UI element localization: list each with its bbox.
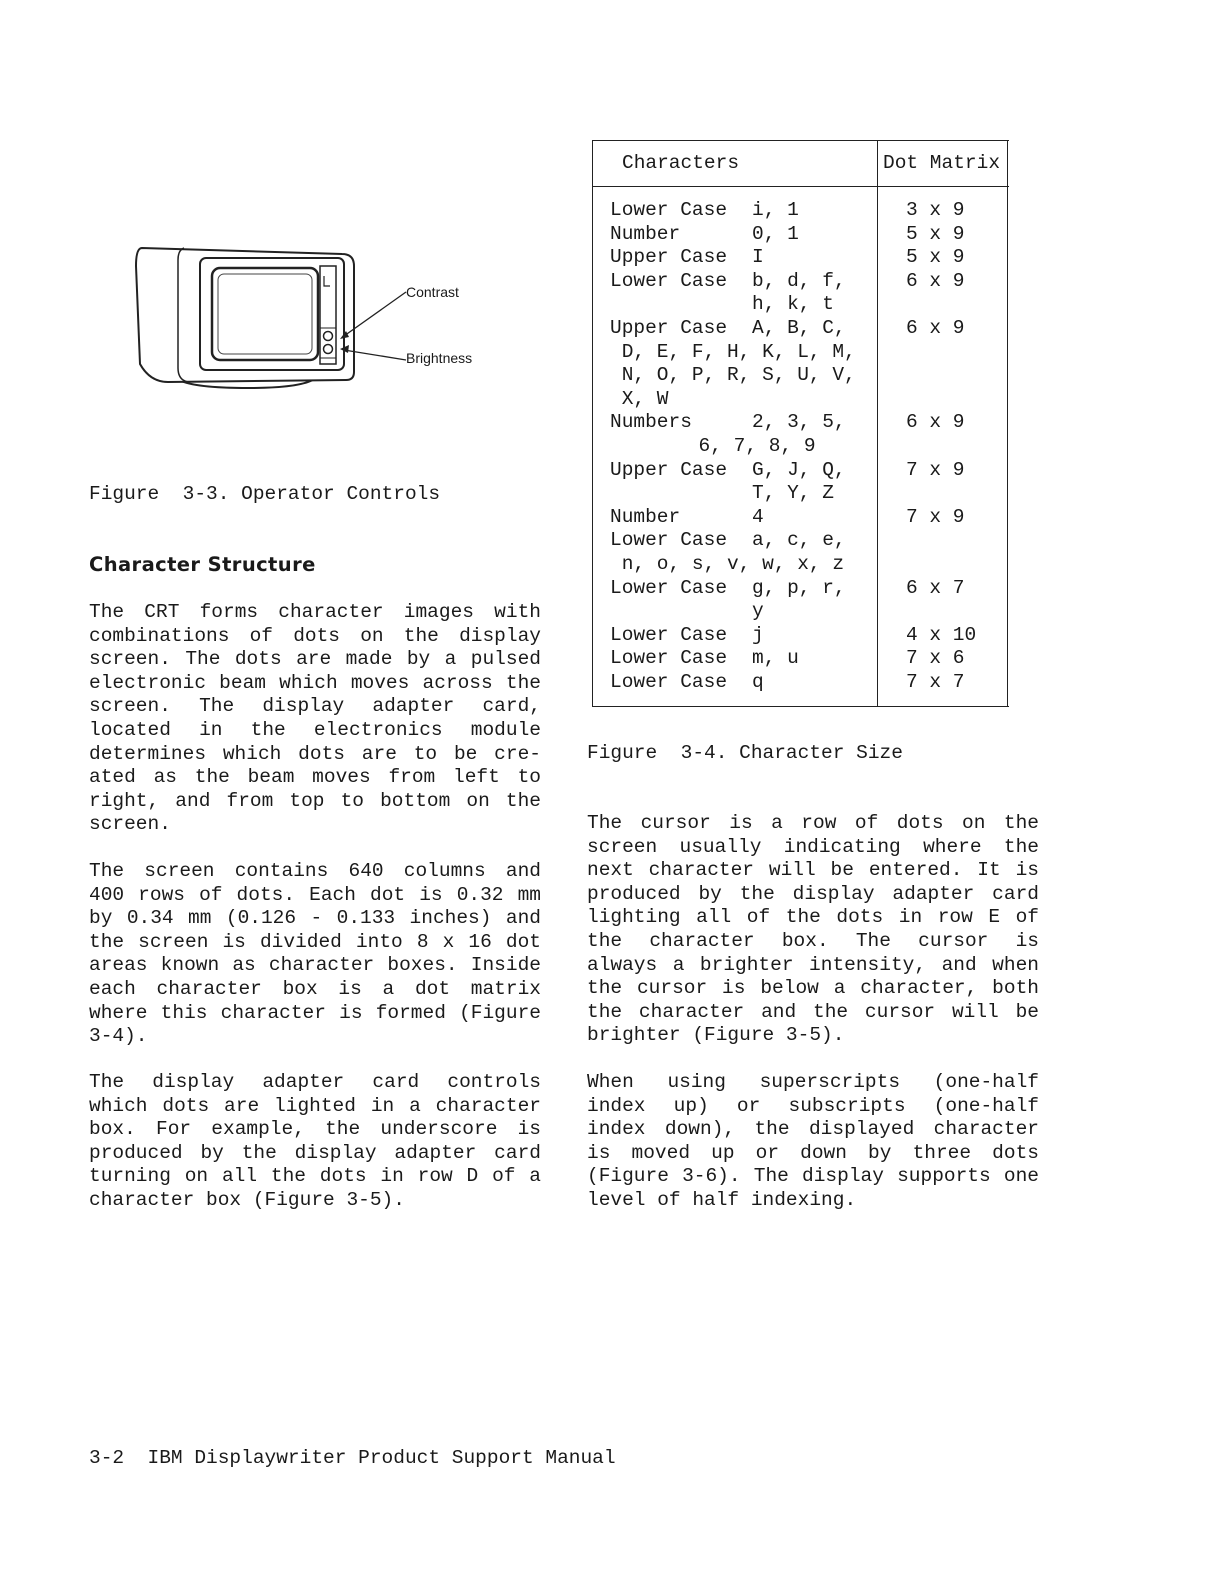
table-row: N, O, P, R, S, U, V,: [610, 364, 856, 387]
table-row: Lower Case q 7 x 7: [610, 671, 965, 693]
character-size-table: [592, 140, 1009, 707]
paragraph-screen: The screen contains 640 columns and 400 rows of dots. Each dot is 0.32 mm by 0.34 mm (0.126 - 0.133 inches) and the screen is divided into 8 x 16 dot areas known as character boxes. Inside each character box is a dot matrix where this character is formed (Figure 3-4).: [89, 860, 541, 1048]
operator-controls-figure: [128, 236, 473, 397]
paragraph-crt: The CRT forms character images with combinations of dots on the display screen. The dots are made by a pulsed electronic beam which moves across the screen. The display adapter card, located in the electronics module determines which dots are to be cre-ated as the beam moves from left to right, and from top to bottom on the screen.: [89, 601, 541, 836]
header-characters: Characters: [622, 152, 740, 174]
table-row: Lower Case b, d, f, 6 x 9: [610, 269, 965, 292]
table-row: T, Y, Z: [752, 482, 834, 505]
brightness-label: Brightness: [406, 350, 473, 366]
callout-lines: [328, 236, 488, 396]
table-header-rule: [592, 186, 1009, 187]
table-row: Upper Case I 5 x 9: [610, 246, 965, 269]
table-top-border: [592, 140, 1009, 141]
figure-3-3-caption: Figure 3-3. Operator Controls: [89, 483, 441, 505]
table-row: 6, 7, 8, 9: [640, 435, 816, 457]
section-heading: Character Structure: [89, 553, 316, 576]
figure-3-4-caption: Figure 3-4. Character Size: [587, 742, 903, 764]
contrast-label: Contrast: [406, 284, 459, 300]
table-row: Lower Case g, p, r, 6 x 7: [610, 576, 965, 599]
table-row: h, k, t: [752, 293, 834, 316]
table-row: Lower Case j 4 x 10: [610, 623, 977, 646]
table-row: D, E, F, H, K, L, M,: [610, 340, 856, 363]
table-row: y: [752, 600, 764, 623]
paragraph-indexing: When using superscripts (one-half index up) or subscripts (one-half index down), the displayed character is moved up or down by three dots (Figure 3-6). The display supports one level of half indexing.: [587, 1071, 1039, 1211]
table-row: Number 0, 1 5 x 9: [610, 222, 965, 245]
table-row: Upper Case G, J, Q, 7 x 9: [610, 458, 965, 481]
table-row: Numbers 2, 3, 5, 6 x 9: [610, 411, 965, 434]
table-row: X, W: [610, 387, 669, 410]
table-row: Upper Case A, B, C, 6 x 9: [610, 317, 965, 339]
header-dot-matrix: Dot Matrix: [883, 152, 1001, 174]
paragraph-adapter: The display adapter card controls which dots are lighted in a character box. For example, the underscore is produced by the display adapter card turning on all the dots in row D of a character box (Figure 3-5).: [89, 1071, 541, 1211]
paragraph-cursor: The cursor is a row of dots on the screen usually indicating where the next character will be entered. It is produced by the display adapter card lighting all of the dots in row E of the character box. The cursor is always a brighter intensity, and when the cursor is below a character, both the character and the cursor will be brighter (Figure 3-5).: [587, 812, 1039, 1047]
table-row: n, o, s, v, w, x, z: [610, 553, 845, 575]
table-row: Number 4 7 x 9: [610, 505, 965, 528]
table-row: Lower Case a, c, e,: [610, 529, 846, 552]
table-row: Lower Case i, 1 3 x 9: [610, 199, 965, 221]
page-footer: 3-2 IBM Displaywriter Product Support Manual: [89, 1447, 616, 1469]
table-row: Lower Case m, u 7 x 6: [610, 647, 965, 670]
table-bottom-border: [592, 706, 1009, 707]
